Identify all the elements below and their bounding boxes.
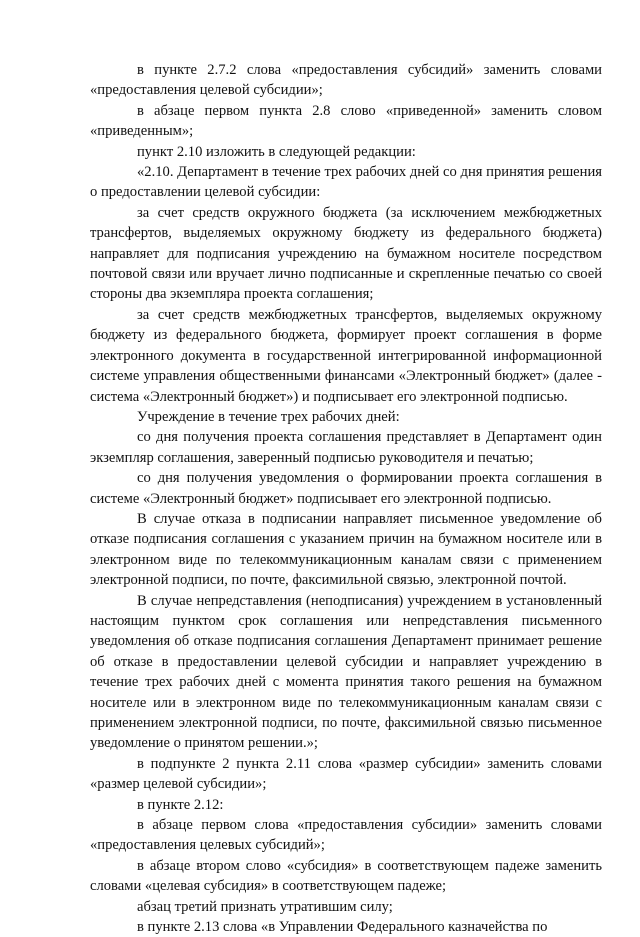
paragraph-2-7-2-amendment: в пункте 2.7.2 слова «предоставления субсидий» заменить словами «предоставления целевой субсидии»; [90,62,602,99]
paragraph-2-10-text: «2.10. Департамент в течение трех рабочих дней со дня принятия решения о предоставлении целевой субсидии: [90,164,602,201]
paragraph-institution-deadline: Учреждение в течение трех рабочих дней: [137,408,400,425]
paragraph-2-11-amendment: в подпункте 2 пункта 2.11 слова «размер субсидии» заменить словами «размер целевой субсидии»; [90,755,602,793]
paragraph-paper-agreement: со дня получения проекта соглашения представляет в Департамент один экземпляр соглашения, заверенный подписью руководителя и печатью; [90,429,602,466]
paragraph-district-budget: за счет средств окружного бюджета (за исключением межбюджетных трансфертов, выделяемых окружному бюджету из федерального бюджета) направляет для подписания учреждению на бумажном носителе посредством почтовой связи или вручает лично подписанные и скрепленные печатью со своей стороны два экземпляра проекта соглашения; [90,204,602,303]
paragraph-refusal-notice: В случае отказа в подписании направляет письменное уведомление об отказе подписания соглашения с указанием причин на бумажном носителе или в электронном виде по телекоммуникационным каналам связи с применением электронной подписи, по почте, факсимильной связью, электронной почтой. [90,510,602,589]
paragraph-2-12-first: в абзаце первом слова «предоставления субсидии» заменить словами «предоставления целевых субсидий»; [90,817,602,854]
paragraph-2-12-third: абзац третий признать утратившим силу; [137,898,393,915]
paragraph-2-12-second: в абзаце втором слово «субсидия» в соответствующем падеже заменить словами «целевая субсидия» в соответствующем падеже; [90,857,602,895]
document-body [90,60,602,937]
paragraph-federal-transfers: за счет средств межбюджетных трансфертов, выделяемых окружному бюджету из федерального бюджета, формирует проект соглашения в форме электронного документа в государственной интегрированной информационной системе управления общественными финансами «Электронный бюджет» (далее - система «Электронный бюджет») и подписывает его электронной подписью. [90,306,602,405]
paragraph-2-13-amendment: в пункте 2.13 слова «в Управлении Федерального казначейства по [137,919,548,936]
paragraph-2-12-intro: в пункте 2.12: [137,796,224,813]
paragraph-2-8-amendment: в абзаце первом пункта 2.8 слово «приведенной» заменить словом «приведенным»; [90,102,602,140]
paragraph-2-10-intro: пункт 2.10 изложить в следующей редакции: [137,143,416,160]
paragraph-electronic-agreement: со дня получения уведомления о формировании проекта соглашения в системе «Электронный бюджет» подписывает его электронной подписью. [90,470,602,507]
paragraph-non-submission: В случае непредставления (неподписания) учреждением в установленный настоящим пунктом срок соглашения или непредставления письменного уведомления об отказе подписания соглашения Департамент принимает решение об отказе в предоставлении целевой субсидии и направляет учреждению в течение трех рабочих дней с момента принятия такого решения на бумажном носителе или в электронном виде по телекоммуникационным каналам связи с применением электронной подписи, по почте, факсимильной связью письменное уведомление о принятом решении.»; [90,592,602,752]
